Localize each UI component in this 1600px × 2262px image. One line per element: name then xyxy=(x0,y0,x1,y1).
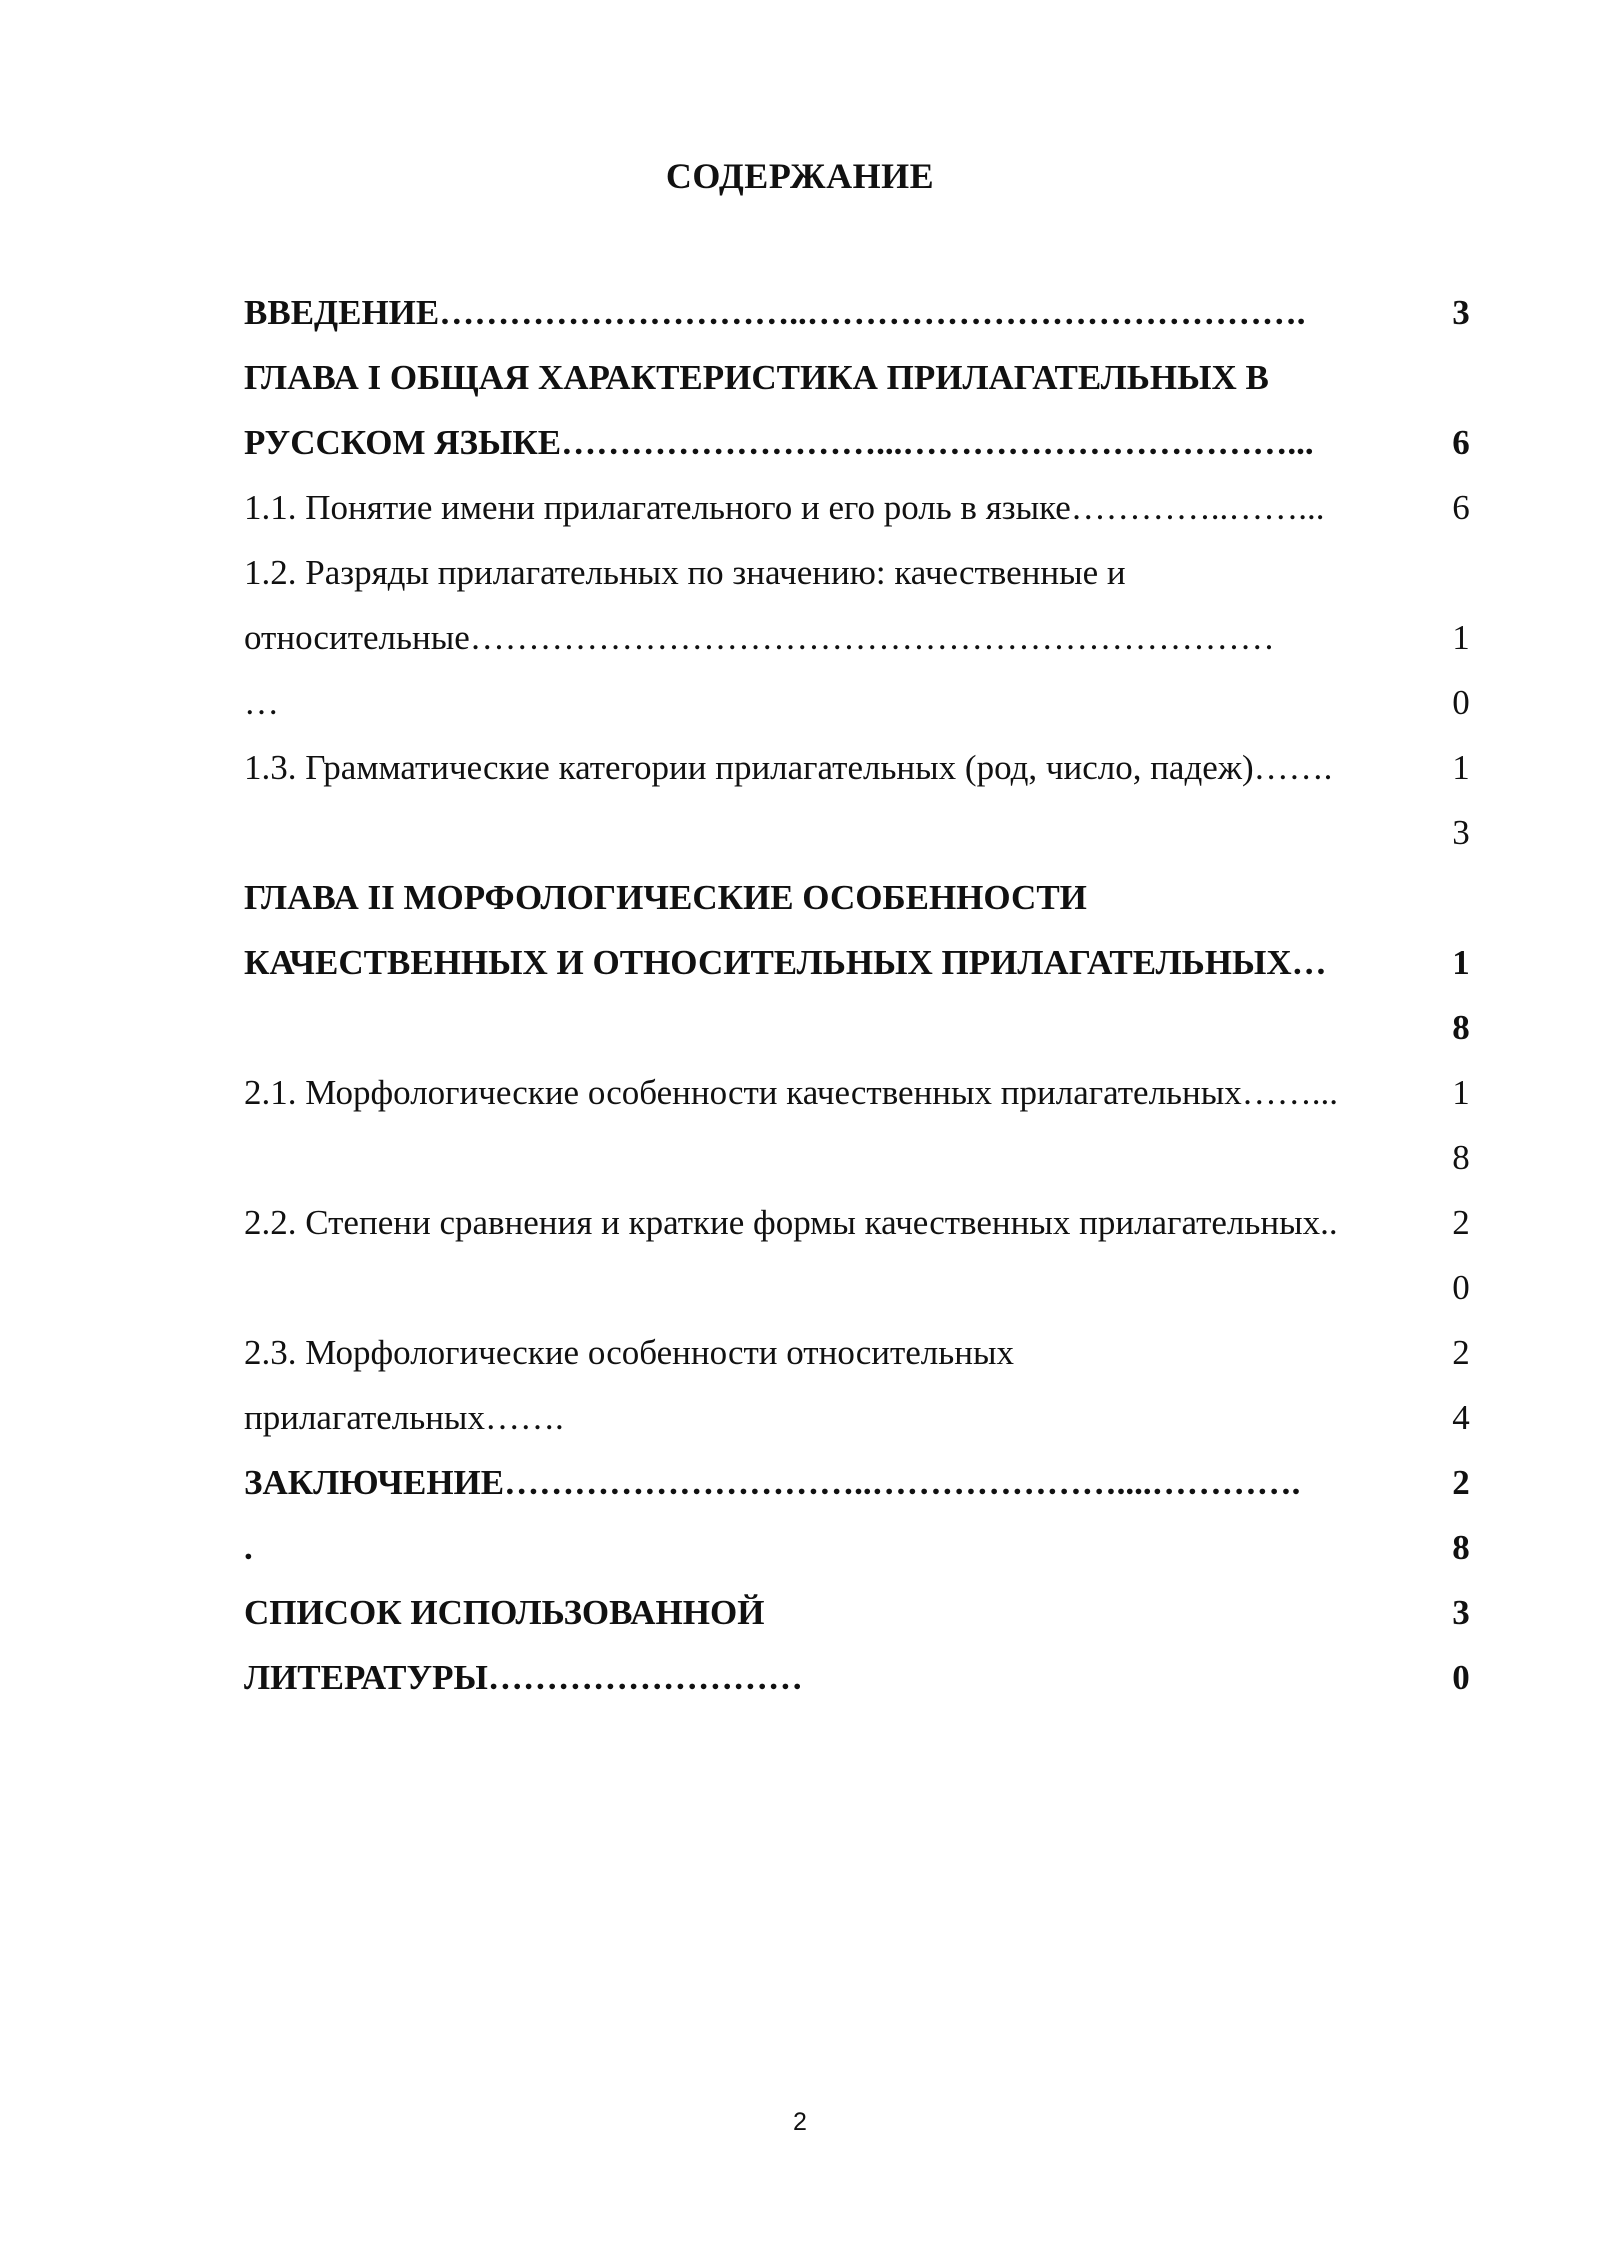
toc-page-number: 4 xyxy=(1452,1398,1470,1437)
toc-entry-text: 2.3. Морфологические особенности относительных xyxy=(244,1333,1014,1372)
toc-line-section-1-3 xyxy=(244,735,1476,800)
toc-entry-text: ГЛАВА I ОБЩАЯ ХАРАКТЕРИСТИКА ПРИЛАГАТЕЛЬНЫХ В xyxy=(244,358,1269,397)
toc-page-number: 6 xyxy=(1452,488,1470,527)
toc-entry-text: 2.2. Степени сравнения и краткие формы качественных прилагательных.. xyxy=(244,1203,1338,1242)
toc-entry-text: ЗАКЛЮЧЕНИЕ…………………………..…………………....…………. xyxy=(244,1463,1301,1502)
toc-page-number: 3 xyxy=(1452,1593,1470,1632)
toc-page-number: 0 xyxy=(1452,683,1470,722)
toc-line-section-1-3-wrap xyxy=(244,800,1476,865)
toc-entry-text: прилагательных……. xyxy=(244,1398,564,1437)
toc-page-number: 1 xyxy=(1452,1073,1470,1112)
toc-line-section-1-1 xyxy=(244,475,1476,540)
toc-line-section-2-2 xyxy=(244,1190,1476,1255)
toc-line-section-2-3 xyxy=(244,1320,1476,1385)
toc-entry-text: 1.2. Разряды прилагательных по значению: качественные и xyxy=(244,553,1126,592)
toc-line-section-2-2-wrap xyxy=(244,1255,1476,1320)
toc-page-number: 3 xyxy=(1452,813,1470,852)
toc-page-number: 0 xyxy=(1452,1658,1470,1697)
toc-page-number: 3 xyxy=(1452,293,1470,332)
toc-entry-text: 2.1. Морфологические особенности качественных прилагательных……... xyxy=(244,1073,1338,1112)
toc-entry-text: КАЧЕСТВЕННЫХ И ОТНОСИТЕЛЬНЫХ ПРИЛАГАТЕЛЬНЫХ… xyxy=(244,943,1327,982)
toc-entry-text: 1.1. Понятие имени прилагательного и его роль в языке…………..……... xyxy=(244,488,1325,527)
table-of-contents xyxy=(244,280,1476,1710)
toc-entry-text: … xyxy=(244,683,279,722)
toc-line-conclusion-wrap xyxy=(244,1515,1476,1580)
toc-line-bibliography-cont xyxy=(244,1645,1476,1710)
toc-page-number: 2 xyxy=(1452,1333,1470,1372)
toc-page-number: 1 xyxy=(1452,748,1470,787)
toc-entry-text: относительные…………………………………………………………… xyxy=(244,618,1275,657)
page-number: 2 xyxy=(793,2108,807,2136)
toc-page-number: 0 xyxy=(1452,1268,1470,1307)
toc-entry-text: 1.3. Грамматические категории прилагательных (род, число, падеж)……. xyxy=(244,748,1333,787)
toc-entry-text: РУССКОМ ЯЗЫКЕ………………………...……………………………... xyxy=(244,423,1314,462)
toc-page-number: 2 xyxy=(1452,1463,1470,1502)
toc-entry-text: ЛИТЕРАТУРЫ……………………… xyxy=(244,1658,803,1697)
toc-page-number: 8 xyxy=(1452,1528,1470,1567)
toc-line-introduction xyxy=(244,280,1476,345)
toc-line-section-2-1 xyxy=(244,1060,1476,1125)
toc-page-number: 8 xyxy=(1452,1138,1470,1177)
toc-entry-text: . xyxy=(244,1528,253,1567)
toc-page-number: 1 xyxy=(1452,618,1470,657)
toc-line-section-1-2-wrap xyxy=(244,670,1476,735)
toc-line-bibliography xyxy=(244,1580,1476,1645)
toc-line-chapter-2-title-cont xyxy=(244,930,1476,995)
toc-line-chapter-1-title-cont xyxy=(244,410,1476,475)
toc-line-chapter-2-title xyxy=(244,865,1476,930)
toc-page-number: 1 xyxy=(1452,943,1470,982)
toc-line-section-2-1-wrap xyxy=(244,1125,1476,1190)
toc-line-conclusion xyxy=(244,1450,1476,1515)
toc-entry-text: ГЛАВА II МОРФОЛОГИЧЕСКИЕ ОСОБЕННОСТИ xyxy=(244,878,1087,917)
toc-page-number: 8 xyxy=(1452,1008,1470,1047)
toc-line-section-1-2 xyxy=(244,540,1476,605)
toc-line-section-1-2-cont xyxy=(244,605,1476,670)
toc-entry-text: СПИСОК ИСПОЛЬЗОВАННОЙ xyxy=(244,1593,765,1632)
toc-line-chapter-2-title-wrap xyxy=(244,995,1476,1060)
toc-line-section-2-3-cont xyxy=(244,1385,1476,1450)
toc-page-number: 6 xyxy=(1452,423,1470,462)
toc-entry-text: ВВЕДЕНИЕ…………………………..……………………………………. xyxy=(244,293,1306,332)
toc-page-number: 2 xyxy=(1452,1203,1470,1242)
toc-line-chapter-1-title xyxy=(244,345,1476,410)
page-title: СОДЕРЖАНИЕ xyxy=(665,156,935,196)
